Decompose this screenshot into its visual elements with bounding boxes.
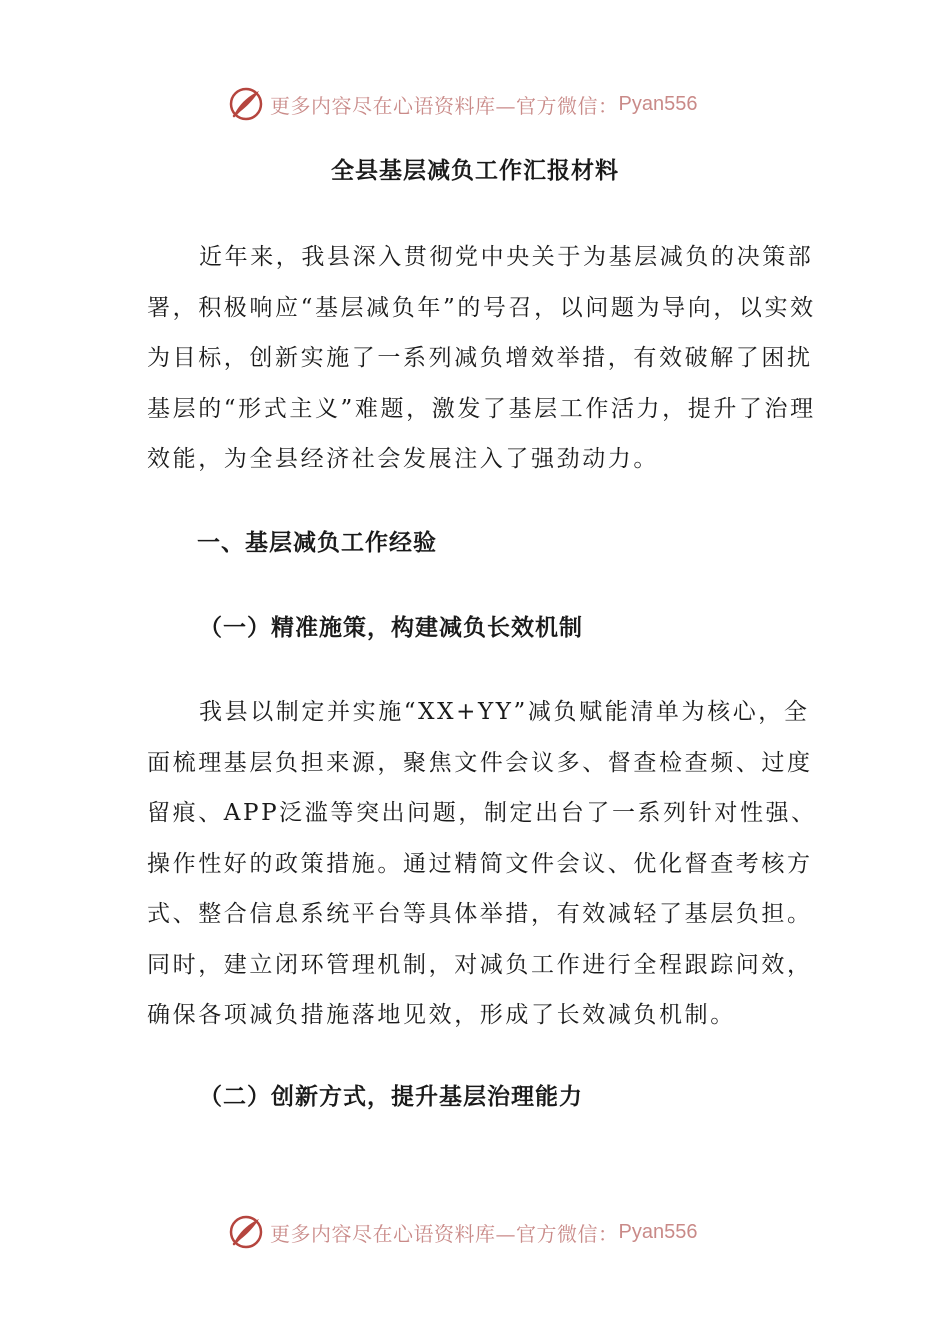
subsection-1-paragraph: 我县以制定并实施“XX+YY”减负赋能清单为核心，全面梳理基层负担来源，聚焦文件会议多、督查检查频、过度留痕、APP泛滥等突出问题，制定出台了一系列针对性强、操作性好的政策措施。通过精简文件会议、优化督查考核方式、整合信息系统平台等具体举措，有效减轻了基层负担。同时，建立闭环管理机制，对减负工作进行全程跟踪问效，确保各项减负措施落地见效，形成了长效减负机制。 — [147, 699, 817, 1028]
watermark-text: 更多内容尽在心语资料库—官方微信： — [270, 1221, 619, 1246]
quill-seal-icon — [228, 1214, 264, 1250]
document-title: 全县基层减负工作汇报材料 — [331, 157, 619, 184]
watermark-handle: Pyan556 — [618, 92, 698, 115]
watermark-text: 更多内容尽在心语资料库—官方微信： — [270, 93, 619, 118]
intro-paragraph: 近年来，我县深入贯彻党中央关于为基层减负的决策部署，积极响应“基层减负年”的号召，以问题为导向，以实效为目标，创新实施了一系列减负增效举措，有效破解了困扰基层的“形式主义”难题，激发了基层工作活力，提升了治理效能，为全县经济社会发展注入了强劲动力。 — [147, 244, 816, 472]
section-heading-1: 一、基层减负工作经验 — [197, 529, 437, 556]
watermark-handle: Pyan556 — [618, 1220, 698, 1243]
watermark-banner-top — [228, 84, 748, 124]
watermark-banner-bottom — [228, 1212, 748, 1252]
quill-seal-icon — [228, 86, 264, 122]
subsection-heading-2: （二）创新方式，提升基层治理能力 — [199, 1083, 583, 1110]
subsection-heading-1: （一）精准施策，构建减负长效机制 — [199, 614, 583, 641]
